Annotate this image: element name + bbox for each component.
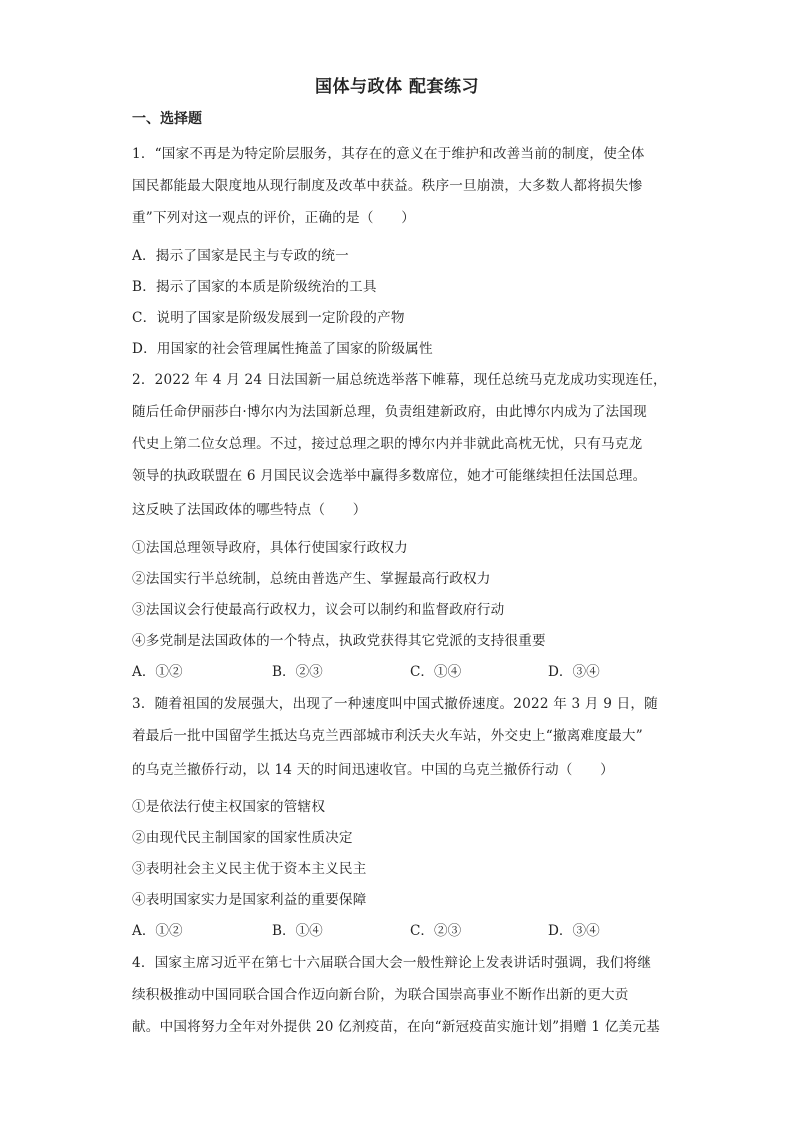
option-c: C．说明了国家是阶级发展到一定阶段的产物 (132, 310, 405, 326)
question-text-line: 这反映了法国政体的哪些特点（ ） (132, 502, 367, 518)
choice-d: D．③④ (548, 664, 600, 680)
option-a: A．揭示了国家是民主与专政的统一 (132, 248, 349, 264)
question-text-line: 重”下列对这一观点的评价，正确的是（ ） (132, 210, 416, 226)
question-text-line: 领导的执政联盟在 6 月国民议会选举中赢得多数席位，她才可能继续担任法国总理。 (132, 468, 647, 484)
question-text-line: 着最后一批中国留学生抵达乌克兰西部城市利沃夫火车站，外交史上“撤离难度最大” (132, 728, 643, 744)
choice-d: D．③④ (548, 923, 600, 939)
question-text-line: 2．2022 年 4 月 24 日法国新一届总统选举落下帷幕，现任总统马克龙成功实现连任， (132, 372, 667, 388)
statement-4: ④表明国家实力是国家利益的重要保障 (132, 892, 367, 908)
statement-2: ②由现代民主制国家的国家性质决定 (132, 830, 353, 846)
choice-b: B．②③ (272, 664, 323, 680)
question-text-line: 代史上第二位女总理。不过，接过总理之职的博尔内并非就此高枕无忧，只有马克龙 (132, 436, 643, 452)
page-title: 国体与政体 配套练习 (315, 77, 479, 97)
choice-a: A．①② (132, 923, 183, 939)
statement-2: ②法国实行半总统制，总统由普选产生、掌握最高行政权力 (132, 571, 491, 587)
question-text-line: 4．国家主席习近平在第七十六届联合国大会一般性辩论上发表讲话时强调，我们将继 (132, 955, 652, 971)
question-text-line: 的乌克兰撤侨行动，以 14 天的时间迅速收官。中国的乌克兰撤侨行动（ ） (132, 762, 614, 778)
statement-1: ①是依法行使主权国家的管辖权 (132, 799, 326, 815)
choice-c: C．①④ (410, 664, 462, 680)
question-text-line: 1．“国家不再是为特定阶层服务，其存在的意义在于维护和改善当前的制度，使全体 (132, 146, 645, 162)
statement-3: ③表明社会主义民主优于资本主义民主 (132, 861, 367, 877)
question-text-line: 续积极推动中国同联合国合作迈向新台阶，为联合国崇高事业不断作出新的更大贡 (132, 987, 629, 1003)
section-heading: 一、选择题 (132, 111, 202, 127)
choice-b: B．①④ (272, 923, 323, 939)
choice-a: A．①② (132, 664, 183, 680)
question-text-line: 随后任命伊丽莎白·博尔内为法国新总理，负责组建新政府，由此博尔内成为了法国现 (132, 404, 647, 420)
statement-1: ①法国总理领导政府，具体行使国家行政权力 (132, 540, 408, 556)
choice-c: C．②③ (410, 923, 462, 939)
question-text-line: 国民都能最大限度地从现行制度及改革中获益。秩序一旦崩溃，大多数人都将损失惨 (132, 178, 643, 194)
question-text-line: 3．随着祖国的发展强大，出现了一种速度叫中国式撤侨速度。2022 年 3 月 9 日，随 (132, 696, 658, 712)
question-text-line: 献。中国将努力全年对外提供 20 亿剂疫苗，在向“新冠疫苗实施计划”捐赠 1 亿美元基 (132, 1019, 660, 1035)
statement-4: ④多党制是法国政体的一个特点，执政党获得其它党派的支持很重要 (132, 633, 546, 649)
option-d: D．用国家的社会管理属性掩盖了国家的阶级属性 (132, 341, 433, 357)
option-b: B．揭示了国家的本质是阶级统治的工具 (132, 279, 377, 295)
statement-3: ③法国议会行使最高行政权力，议会可以制约和监督政府行动 (132, 602, 505, 618)
